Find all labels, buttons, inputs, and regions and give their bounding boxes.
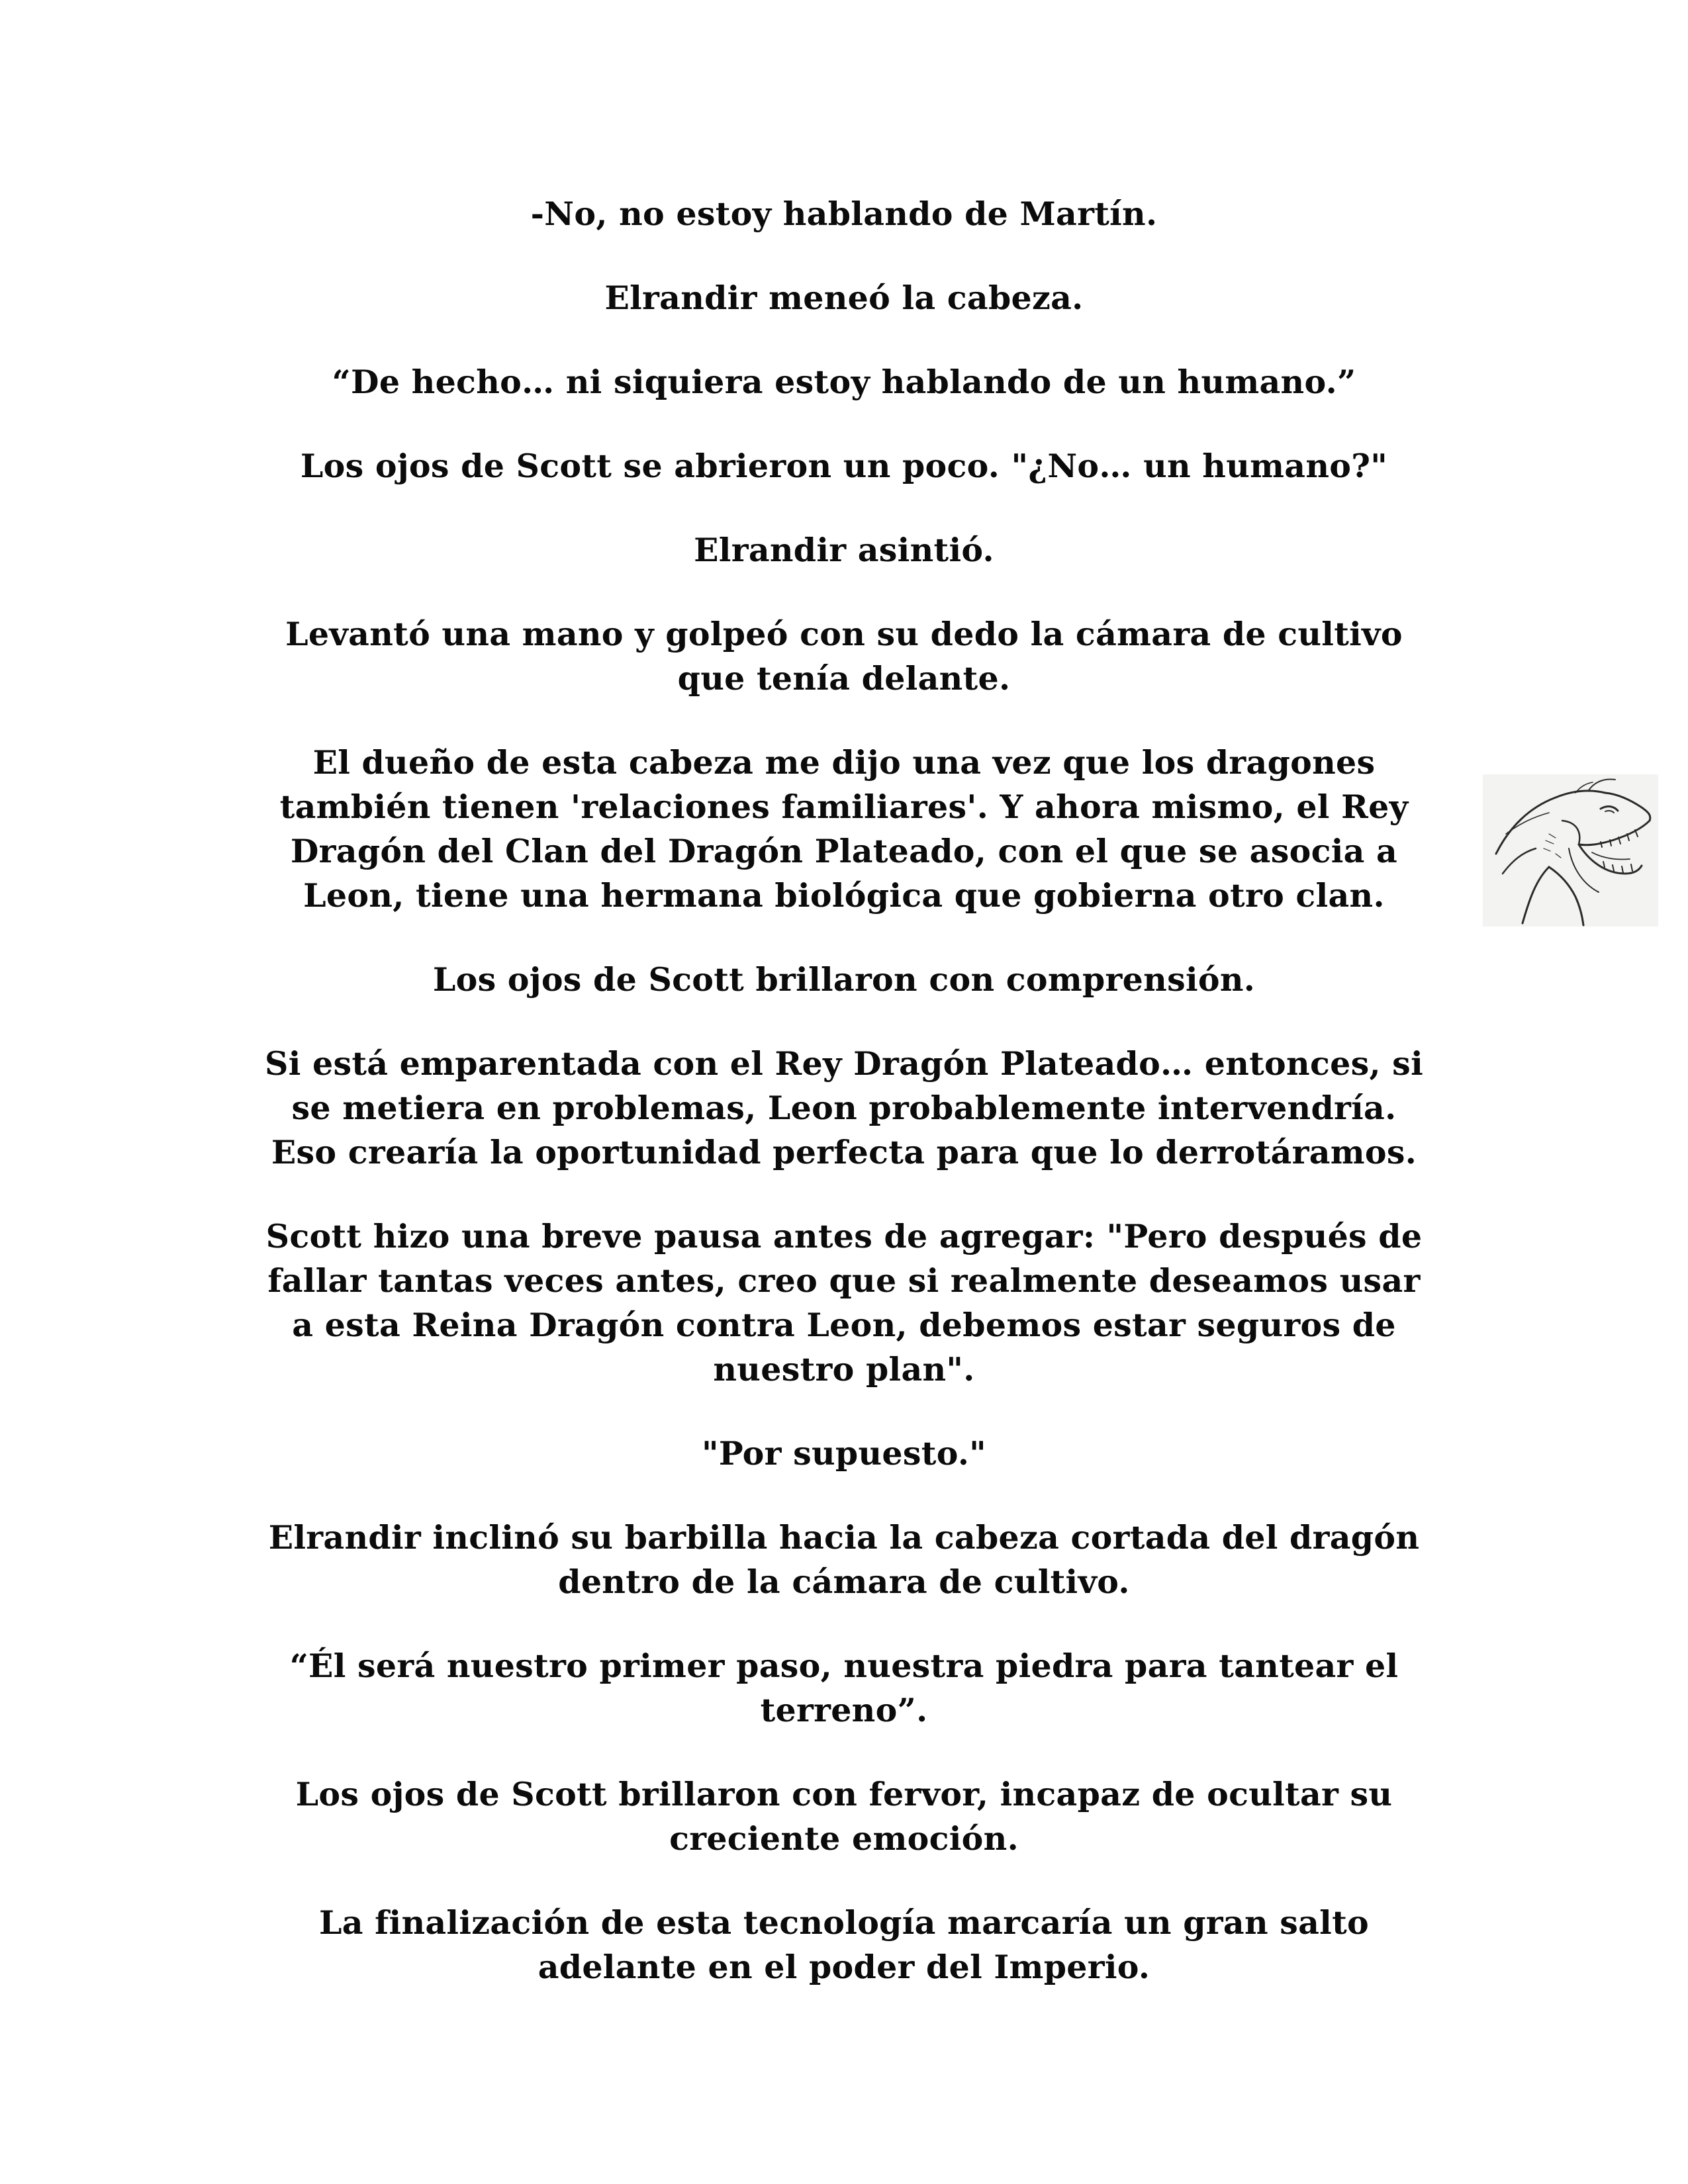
document-body [212,192,1476,1989]
paragraph-5: Elrandir asintió. [694,531,994,569]
paragraph-10: Scott hizo una breve pausa antes de agregar: "Pero después de fallar tantas veces antes, creo que si realmente deseamos usar a esta Reina Dragón contra Leon, debemos estar seguros de nuestro plan". [265,1217,1423,1388]
paragraph-7: El dueño de esta cabeza me dijo una vez que los dragones también tienen 'relaciones familiares'. Y ahora mismo, el Rey Dragón del Clan del Dragón Plateado, con el que se asocia a Leon, tiene una hermana biológica que gobierna otro clan. [279,743,1409,915]
paragraph-2: Elrandir meneó la cabeza. [604,279,1084,317]
paragraph-8: Los ojos de Scott brillaron con comprensión. [432,960,1256,999]
paragraph-9: Si está emparentada con el Rey Dragón Plateado… entonces, si se metiera en problemas, Leon probablemente intervendría. Eso crearía la oportunidad perfecta para que lo derrotáramos. [265,1044,1423,1171]
paragraph-15: La finalización de esta tecnología marcaría un gran salto adelante en el poder del Imperio. [318,1903,1369,1986]
dragon-head-sketch-icon [1483,774,1658,927]
paragraph-3: “De hecho… ni siquiera estoy hablando de un humano.” [332,363,1356,401]
paragraph-6: Levantó una mano y golpeó con su dedo la cámara de cultivo que tenía delante. [285,615,1403,698]
paragraph-12: Elrandir inclinó su barbilla hacia la cabeza cortada del dragón dentro de la cámara de cultivo. [268,1518,1420,1601]
paragraph-4: Los ojos de Scott se abrieron un poco. "¿No… un humano?" [300,447,1388,485]
paragraph-14: Los ojos de Scott brillaron con fervor, incapaz de ocultar su creciente emoción. [295,1775,1393,1858]
paragraph-11: "Por supuesto." [701,1434,987,1473]
paragraph-1: -No, no estoy hablando de Martín. [530,195,1158,233]
paragraph-13: “Él será nuestro primer paso, nuestra piedra para tantear el terreno”. [289,1647,1399,1729]
